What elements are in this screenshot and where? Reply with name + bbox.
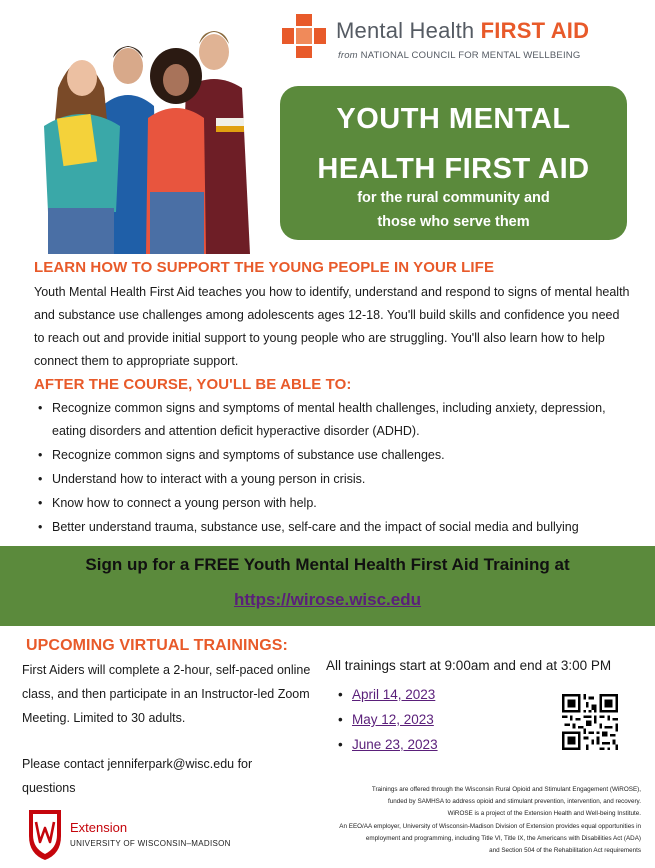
list-item: • Recognize common signs and symptoms of substance use challenges. [34, 444, 639, 467]
intro-paragraph: Youth Mental Health First Aid teaches you how to identify, understand and respond to signs of mental health and substance use challenges among adolescents ages 12-18. You'll build skills and confidence you need to reach out and provide initial support to young people who are struggling. You'll also learn how to help connect them to appropriate support. [34, 285, 630, 368]
footnote-line: WiROSE is a project of the Extension Health and Well-being Institute. [447, 810, 641, 818]
footnote-line: Trainings are offered through the Wisconsin Rural Opioid and Stimulant Engagement (WiROSE), [371, 786, 641, 793]
signup-text: Sign up for a FREE Youth Mental Health First Aid Training at [85, 555, 570, 574]
mhfa-title: Mental Health FIRST AID [336, 18, 590, 43]
outcomes-list [34, 397, 639, 540]
student-figure [44, 60, 120, 254]
list-item [338, 732, 438, 757]
hero-title: YOUTH MENTAL HEALTH FIRST AID [317, 103, 590, 185]
university-name: UNIVERSITY OF WISCONSIN–MADISON [70, 839, 231, 848]
student-figure [146, 48, 206, 254]
training-date-link[interactable]: June 23, 2023 [352, 737, 438, 752]
list-item: • Understand how to interact with a young person in crisis. [34, 468, 639, 491]
list-item: • Know how to connect a young person with help. [34, 492, 639, 515]
uw-crest-icon [26, 806, 64, 862]
list-item: • Recognize common signs and symptoms of mental health challenges, including anxiety, depression, eating disorders and attention deficit hyperactive disorder (ADHD). [34, 397, 639, 443]
mhfa-subtitle: from NATIONAL COUNCIL FOR MENTAL WELLBEING [338, 50, 581, 61]
footnote-line: An EEO/AA employer, University of Wisconsin-Madison Division of Extension provides equal opportunities in [339, 822, 641, 830]
footnote-line: and Section 504 of the Rehabilitation Act requirements [489, 847, 641, 855]
list-item: • Better understand trauma, substance use, self-care and the impact of social media and bullying [34, 516, 639, 539]
section-heading-after-course: AFTER THE COURSE, YOU'LL BE ABLE TO: [34, 376, 352, 393]
hero-banner [280, 86, 627, 240]
training-description: First Aiders will complete a 2-hour, self-paced online class, and then participate in an Instructor-led Zoom Meeting. Limited to 30 adults. [22, 663, 311, 725]
section-heading-learn: LEARN HOW TO SUPPORT THE YOUNG PEOPLE IN YOUR LIFE [34, 259, 495, 276]
mhfa-logo [282, 12, 642, 68]
students-photo [30, 14, 270, 254]
uw-extension-logo [26, 806, 246, 864]
extension-name: Extension [70, 820, 128, 835]
mhfa-cross-icon [282, 14, 326, 58]
training-times: All trainings start at 9:00am and end at 3:00 PM [326, 658, 612, 673]
list-item [338, 682, 438, 707]
contact-text: Please contact jenniferpark@wisc.edu for questions [22, 757, 253, 795]
signup-banner [0, 546, 655, 626]
training-date-link[interactable]: May 12, 2023 [352, 712, 434, 727]
footnote [241, 784, 641, 857]
hero-subtitle: for the rural community and those who serve them [357, 190, 550, 230]
signup-link[interactable]: https://wirose.wisc.edu [233, 590, 422, 609]
section-heading-trainings: UPCOMING VIRTUAL TRAININGS: [26, 637, 288, 654]
footnote-line: employment and programming, including Title VI, Title IX, the Americans with Disabilities Act (ADA) [365, 834, 641, 842]
footnote-line: funded by SAMHSA to address opioid and stimulant prevention, intervention, and recovery. [388, 798, 641, 806]
list-item [338, 707, 438, 732]
training-dates [338, 682, 438, 757]
training-date-link[interactable]: April 14, 2023 [352, 687, 436, 702]
qr-code[interactable] [562, 694, 618, 750]
